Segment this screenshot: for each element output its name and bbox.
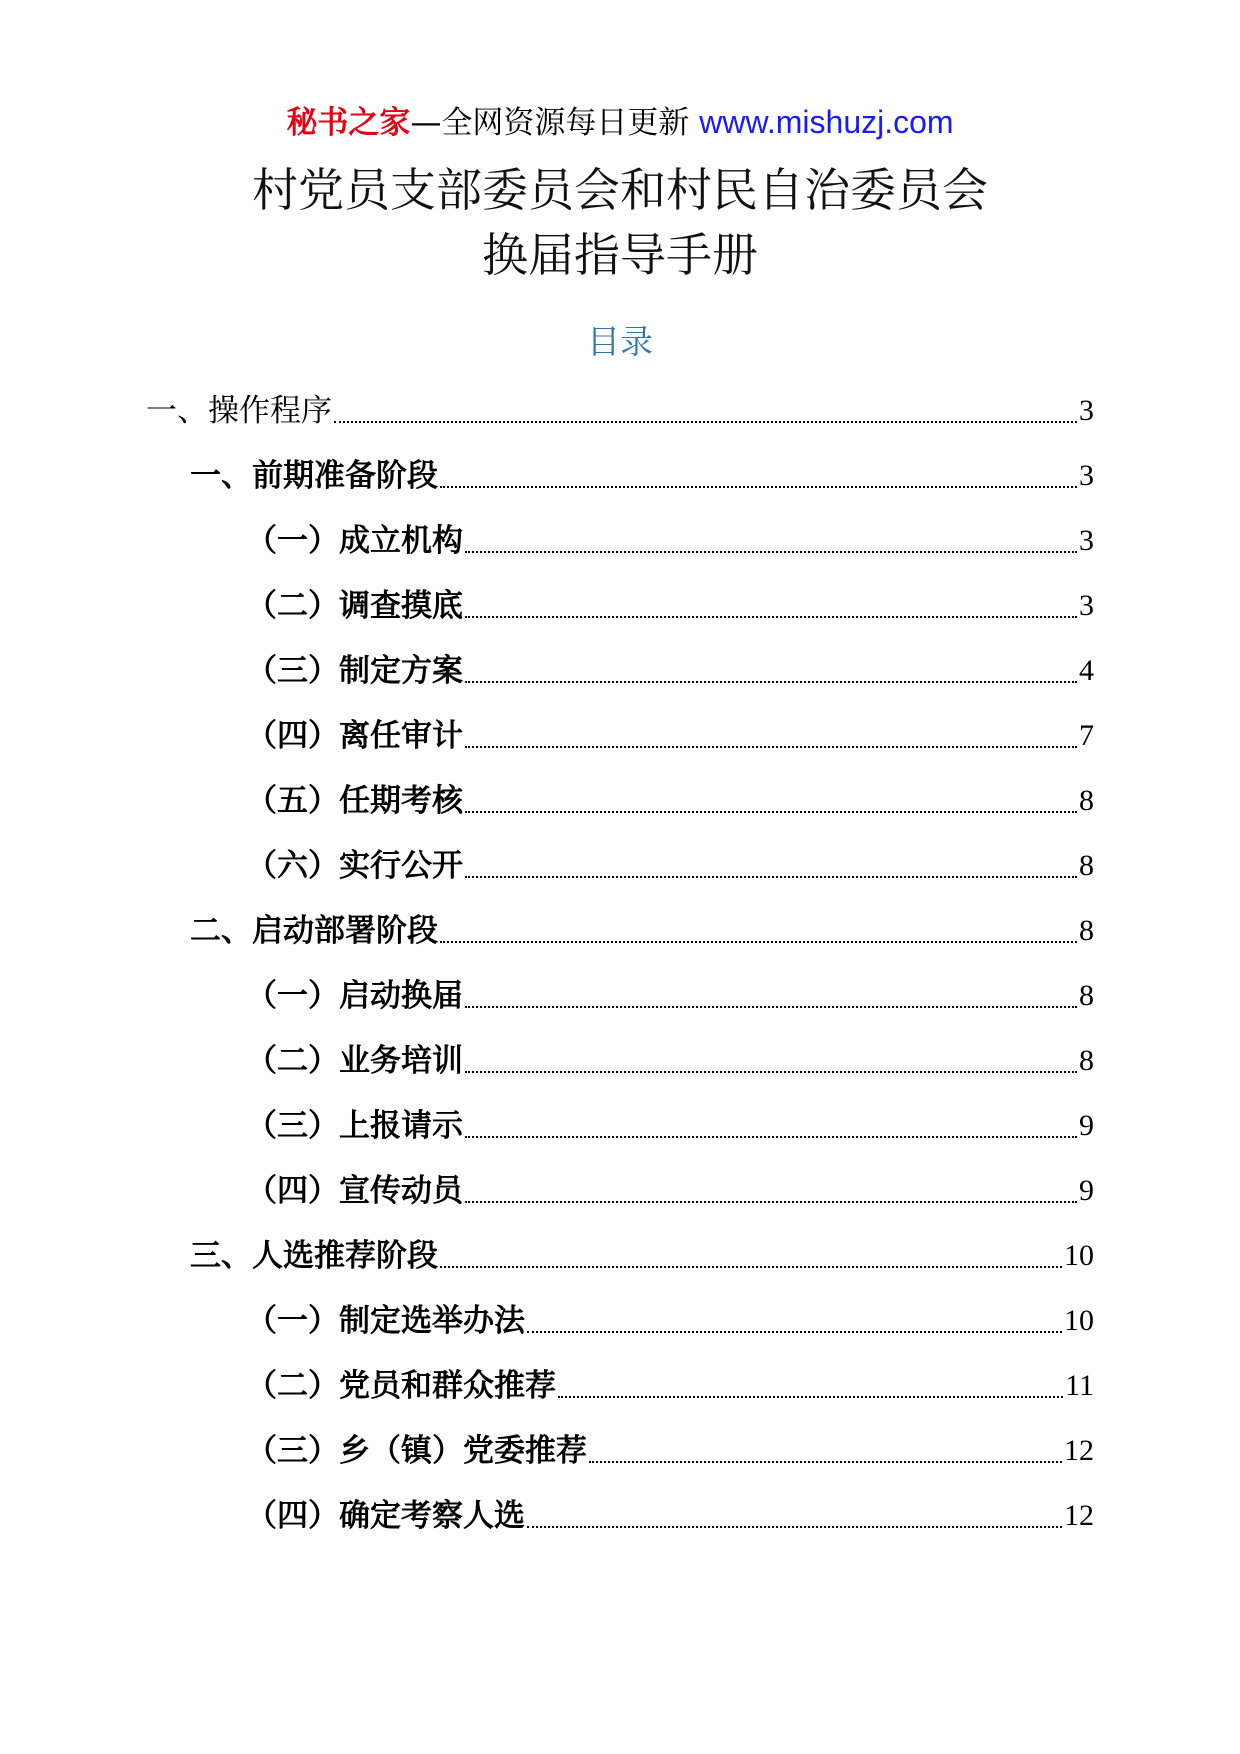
toc-entry[interactable] bbox=[0, 1288, 1240, 1353]
toc-dot-leader bbox=[465, 1006, 1077, 1008]
toc-page-number: 7 bbox=[1079, 718, 1094, 752]
toc-page-number: 8 bbox=[1079, 1043, 1094, 1077]
document-title-line-1: 村党员支部委员会和村民自治委员会 bbox=[252, 163, 988, 217]
toc-entry[interactable] bbox=[0, 443, 1240, 508]
toc-entry-label: （二）调查摸底 bbox=[246, 587, 463, 624]
toc-entry[interactable] bbox=[0, 768, 1240, 833]
toc-page-number: 9 bbox=[1079, 1108, 1094, 1142]
toc-entry[interactable] bbox=[0, 1418, 1240, 1483]
toc-entry[interactable] bbox=[0, 703, 1240, 768]
banner-tagline: —全网资源每日更新 bbox=[410, 105, 700, 141]
toc-entry[interactable] bbox=[0, 638, 1240, 703]
toc-page-number: 8 bbox=[1079, 978, 1094, 1012]
toc-dot-leader bbox=[465, 876, 1077, 878]
toc-entry-label: 三、人选推荐阶段 bbox=[190, 1237, 438, 1274]
toc-heading: 目录 bbox=[587, 322, 653, 361]
toc-dot-leader bbox=[589, 1461, 1062, 1463]
toc-page-number: 3 bbox=[1079, 523, 1094, 557]
toc-entry-label: （三）乡（镇）党委推荐 bbox=[246, 1432, 587, 1469]
toc-dot-leader bbox=[440, 1266, 1062, 1268]
toc-dot-leader bbox=[527, 1331, 1062, 1333]
toc-entry-label: （四）离任审计 bbox=[246, 717, 463, 754]
site-banner bbox=[0, 100, 1240, 145]
toc-dot-leader bbox=[465, 551, 1077, 553]
toc-page-number: 3 bbox=[1079, 393, 1094, 427]
toc-page-number: 12 bbox=[1064, 1498, 1094, 1532]
table-of-contents bbox=[0, 378, 1240, 1548]
toc-page-number: 12 bbox=[1064, 1433, 1094, 1467]
toc-entry-label: （三）制定方案 bbox=[246, 652, 463, 689]
toc-dot-leader bbox=[465, 1136, 1077, 1138]
toc-page-number: 10 bbox=[1064, 1303, 1094, 1337]
toc-entry-label: （五）任期考核 bbox=[246, 782, 463, 819]
toc-entry[interactable] bbox=[0, 508, 1240, 573]
toc-entry-label: （四）确定考察人选 bbox=[246, 1497, 525, 1534]
toc-entry-label: 一、前期准备阶段 bbox=[190, 457, 438, 494]
toc-entry[interactable] bbox=[0, 1093, 1240, 1158]
toc-entry[interactable] bbox=[0, 1483, 1240, 1548]
toc-page-number: 9 bbox=[1079, 1173, 1094, 1207]
brand-name: 秘书之家 bbox=[286, 105, 411, 141]
toc-entry-label: 一、操作程序 bbox=[146, 392, 332, 429]
toc-entry[interactable] bbox=[0, 1028, 1240, 1093]
toc-page-number: 10 bbox=[1064, 1238, 1094, 1272]
toc-dot-leader bbox=[440, 486, 1077, 488]
toc-entry[interactable] bbox=[0, 1353, 1240, 1418]
toc-dot-leader bbox=[465, 616, 1077, 618]
toc-entry[interactable] bbox=[0, 378, 1240, 443]
toc-dot-leader bbox=[440, 941, 1077, 943]
toc-dot-leader bbox=[465, 1201, 1077, 1203]
toc-entry-label: （二）党员和群众推荐 bbox=[246, 1367, 556, 1404]
toc-dot-leader bbox=[465, 1071, 1077, 1073]
toc-page-number: 8 bbox=[1079, 848, 1094, 882]
toc-dot-leader bbox=[558, 1396, 1063, 1398]
toc-entry-label: （一）成立机构 bbox=[246, 522, 463, 559]
toc-dot-leader bbox=[465, 811, 1077, 813]
site-url-link[interactable]: www.mishuzj.com bbox=[699, 104, 954, 140]
toc-entry-label: （六）实行公开 bbox=[246, 847, 463, 884]
toc-dot-leader bbox=[527, 1526, 1062, 1528]
toc-page-number: 3 bbox=[1079, 588, 1094, 622]
document-title-line-2: 换届指导手册 bbox=[482, 228, 758, 282]
toc-entry[interactable] bbox=[0, 963, 1240, 1028]
toc-entry[interactable] bbox=[0, 898, 1240, 963]
toc-entry[interactable] bbox=[0, 1158, 1240, 1223]
toc-entry[interactable] bbox=[0, 573, 1240, 638]
toc-page-number: 11 bbox=[1065, 1368, 1094, 1402]
toc-entry-label: （四）宣传动员 bbox=[246, 1172, 463, 1209]
toc-entry-label: （三）上报请示 bbox=[246, 1107, 463, 1144]
toc-dot-leader bbox=[334, 421, 1077, 423]
toc-entry-label: （一）制定选举办法 bbox=[246, 1302, 525, 1339]
toc-dot-leader bbox=[465, 746, 1077, 748]
toc-entry-label: （一）启动换届 bbox=[246, 977, 463, 1014]
toc-page-number: 8 bbox=[1079, 783, 1094, 817]
toc-page-number: 4 bbox=[1079, 653, 1094, 687]
toc-entry[interactable] bbox=[0, 833, 1240, 898]
toc-entry-label: 二、启动部署阶段 bbox=[190, 912, 438, 949]
toc-page-number: 8 bbox=[1079, 913, 1094, 947]
toc-page-number: 3 bbox=[1079, 458, 1094, 492]
toc-entry-label: （二）业务培训 bbox=[246, 1042, 463, 1079]
toc-dot-leader bbox=[465, 681, 1077, 683]
toc-entry[interactable] bbox=[0, 1223, 1240, 1288]
